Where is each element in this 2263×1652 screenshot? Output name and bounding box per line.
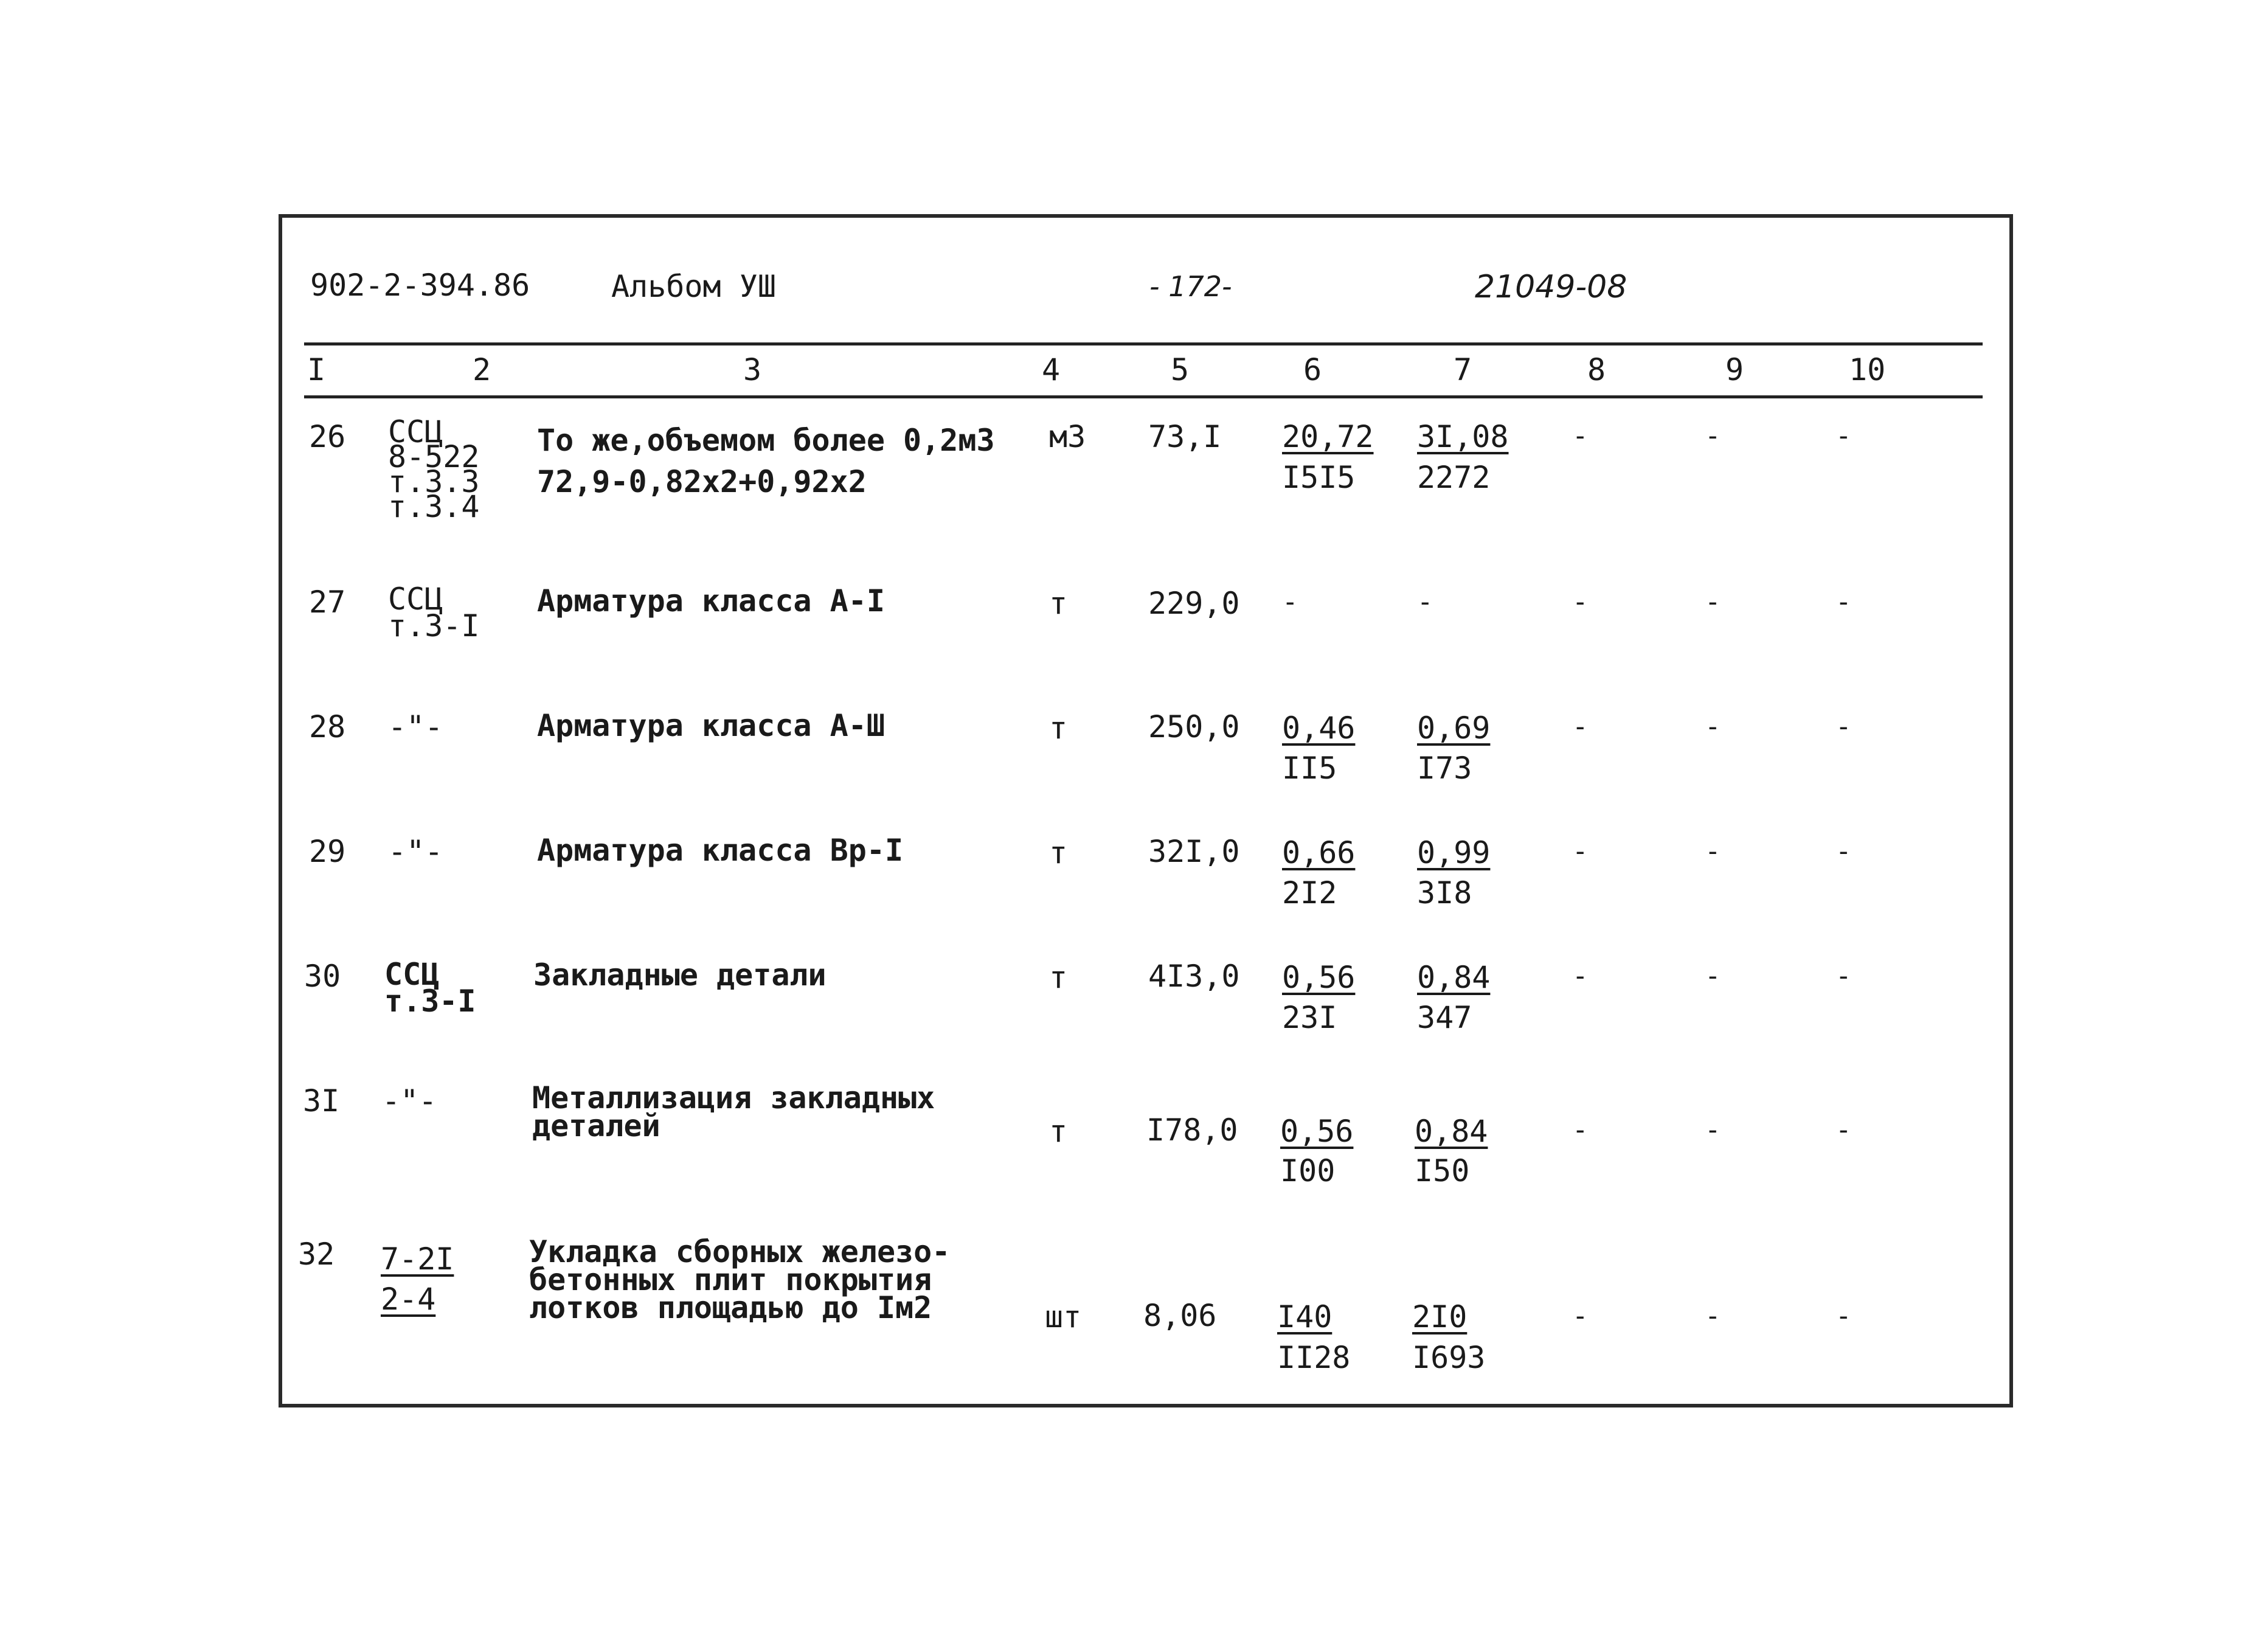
col-header: 10 (1849, 352, 1886, 387)
row-col7-top: 0,99 (1417, 835, 1491, 870)
page-number: - 172- (1149, 270, 1232, 303)
row-col9: - (1705, 420, 1721, 451)
col-header: 4 (1042, 352, 1061, 387)
col-header: 5 (1171, 352, 1190, 387)
row-number: 3I (303, 1083, 340, 1119)
row-reference: -"- (382, 1083, 437, 1119)
row-col7-bottom: I50 (1415, 1153, 1470, 1189)
row-col8: - (1572, 1114, 1589, 1145)
row-col9: - (1705, 836, 1721, 867)
header-rule-bottom (304, 395, 1983, 398)
row-col7-bottom: 3I8 (1417, 875, 1472, 911)
row-unit: т (1049, 586, 1068, 621)
col-header: I (307, 352, 326, 387)
row-col6-top: 0,56 (1280, 1114, 1354, 1149)
row-number: 32 (298, 1237, 335, 1272)
row-col7-bottom: 347 (1417, 1000, 1472, 1035)
row-col6-top: 0,66 (1282, 835, 1356, 870)
row-price: 250,0 (1148, 709, 1240, 744)
col-header: 6 (1303, 352, 1322, 387)
row-col7-top: 2I0 (1412, 1299, 1468, 1334)
row-unit: т (1049, 960, 1068, 995)
row-col7-top: 0,84 (1417, 960, 1491, 995)
doc-number: 21049-08 (1475, 269, 1627, 305)
row-col10: - (1835, 711, 1852, 742)
row-col7-top: - (1417, 586, 1433, 617)
row-col9: - (1705, 586, 1721, 617)
row-reference-top (381, 1239, 454, 1319)
row-price: 229,0 (1148, 586, 1240, 621)
row-col6-top: I40 (1277, 1299, 1333, 1334)
row-col6-top: - (1282, 586, 1298, 617)
row-reference: ССЦ 8-522 т.3.3 т.3.4 (388, 414, 480, 524)
row-price: 32I,0 (1148, 834, 1240, 869)
row-description: Металлизация закладных деталей (532, 1080, 935, 1144)
col-header: 7 (1454, 352, 1472, 387)
row-col9: - (1705, 1114, 1721, 1145)
row-description: Арматура класса Вр-I (537, 833, 904, 868)
row-col6-bottom: II28 (1277, 1340, 1351, 1375)
row-col10: - (1835, 836, 1852, 867)
row-col7-top: 0,69 (1417, 710, 1491, 746)
row-col9: - (1705, 1300, 1721, 1331)
row-col9: - (1705, 711, 1721, 742)
row-unit: м3 (1049, 419, 1086, 454)
row-reference: -"- (388, 834, 443, 869)
document-frame (279, 214, 2013, 1407)
row-price: I78,0 (1146, 1112, 1238, 1148)
col-header: 9 (1725, 352, 1744, 387)
row-unit: т (1049, 835, 1068, 870)
album-label: Альбом УШ (611, 269, 776, 304)
row-col10: - (1835, 420, 1852, 451)
row-col6-top: 0,46 (1282, 710, 1356, 746)
row-reference: 7-2I 2-4 (381, 1241, 454, 1317)
row-number: 30 (304, 959, 341, 994)
row-col6-bottom: I5I5 (1282, 460, 1356, 495)
col-header: 2 (473, 352, 491, 387)
row-reference: ССЦ т.3-I (384, 957, 476, 1019)
row-col9: - (1705, 960, 1721, 991)
row-col8: - (1572, 960, 1589, 991)
row-col6-top: 0,56 (1282, 960, 1356, 995)
row-description: Арматура класса А-I (537, 583, 885, 619)
row-description: То же,объемом более 0,2м3 72,9-0,82x2+0,92x2 (537, 423, 995, 499)
row-col7-bottom: I73 (1417, 751, 1472, 786)
row-number: 26 (309, 419, 346, 454)
row-col7-top: 3I,08 (1417, 419, 1509, 454)
col-header: 8 (1587, 352, 1606, 387)
row-price: 4I3,0 (1148, 959, 1240, 994)
row-col8: - (1572, 711, 1589, 742)
col-header: 3 (743, 352, 762, 387)
row-col10: - (1835, 1114, 1852, 1145)
row-col10: - (1835, 1300, 1852, 1331)
row-unit: шт (1045, 1299, 1082, 1334)
row-number: 29 (309, 834, 346, 869)
row-number: 27 (309, 585, 346, 620)
row-col7-top: 0,84 (1415, 1114, 1488, 1149)
row-description: Арматура класса А-Ш (537, 708, 885, 743)
row-col6-bottom: II5 (1282, 751, 1337, 786)
row-col6-bottom: I00 (1280, 1153, 1336, 1189)
row-col6-top: 20,72 (1282, 419, 1374, 454)
row-number: 28 (309, 709, 346, 744)
row-col6-bottom: 23I (1282, 1000, 1337, 1035)
row-col8: - (1572, 586, 1589, 617)
row-description: Закладные детали (533, 957, 827, 993)
row-unit: т (1049, 710, 1068, 746)
row-col8: - (1572, 836, 1589, 867)
row-price: 8,06 (1143, 1298, 1217, 1333)
row-col6-bottom: 2I2 (1282, 875, 1337, 911)
row-description: Укладка сборных железо- бетонных плит покрытия лотков площадью до Iм2 (529, 1234, 951, 1325)
doc-code: 902-2-394.86 (310, 268, 530, 303)
row-col8: - (1572, 1300, 1589, 1331)
row-col10: - (1835, 960, 1852, 991)
row-unit: т (1049, 1114, 1068, 1149)
row-col10: - (1835, 586, 1852, 617)
row-price: 73,I (1148, 419, 1222, 454)
row-reference: ССЦ т.3-I (388, 581, 480, 644)
row-reference: -"- (388, 709, 443, 744)
row-col7-bottom: I693 (1412, 1340, 1486, 1375)
header-rule-top (304, 342, 1983, 345)
row-col7-bottom: 2272 (1417, 460, 1491, 495)
row-col8: - (1572, 420, 1589, 451)
